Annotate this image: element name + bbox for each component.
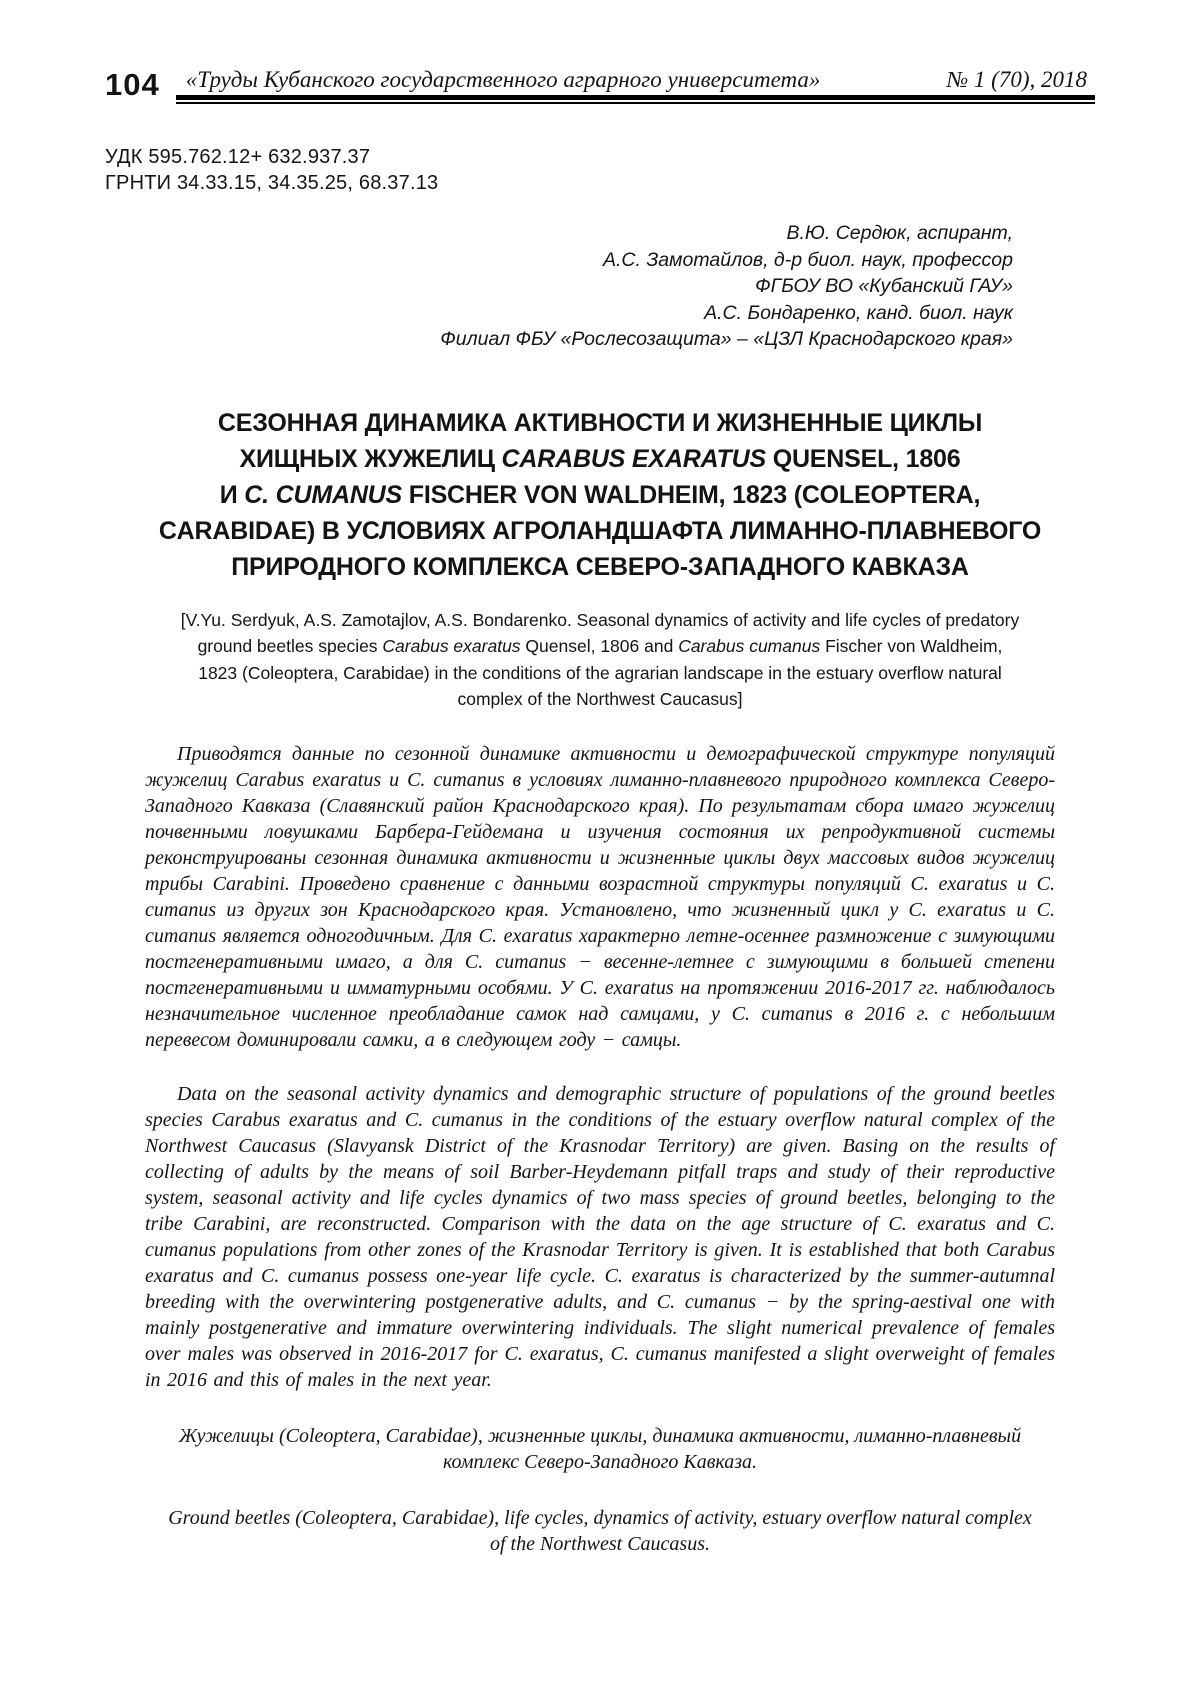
header-rule (176, 95, 1095, 104)
page-number: 104 (105, 67, 160, 102)
running-head-right (176, 66, 1095, 104)
udk-code: УДК 595.762.12+ 632.937.37 (105, 146, 371, 168)
article-title: СЕЗОННАЯ ДИНАМИКА АКТИВНОСТИ И ЖИЗНЕННЫЕ ЦИКЛЫ ХИЩНЫХ ЖУЖЕЛИЦ CARABUS EXARATUS QUENSEL, 1806 И C. CUMANUS FISCHER VON WALDHEIM, 1823 (COLEOPTERA, CARABIDAE) В УСЛОВИЯХ АГРОЛАНДШАФТА ЛИМАННО-ПЛАВНЕВОГО ПРИРОДНОГО КОМПЛЕКСА СЕВЕРО-ЗАПАДНОГО КАВКАЗА (158, 408, 1042, 581)
classification-codes (105, 144, 1095, 196)
grnti-code: ГРНТИ 34.33.15, 34.35.25, 68.37.13 (105, 172, 439, 194)
running-head (105, 66, 1095, 104)
authors-block: В.Ю. Сердюк, аспирант, А.С. Замотайлов, д-р биол. наук, профессор ФГБОУ ВО «Кубанский ГАУ» А.С. Бондаренко, канд. биол. наук Филиал ФБУ «Рослесозащита» – «ЦЗЛ Краснодарского края» (440, 222, 1013, 350)
running-head-line (176, 66, 1095, 95)
keywords-russian: Жужелицы (Coleoptera, Carabidae), жизненные циклы, динамика активности, лиманно-плавневый комплекс Северо-Западного Кавказа. (178, 1424, 1022, 1473)
journal-title: «Труды Кубанского государственного аграрного университета» (185, 67, 821, 92)
abstract-english: Data on the seasonal activity dynamics and demographic structure of populations of the ground beetles species Carabus exaratus and C. cumanus in the conditions of the estuary overflow natural complex of the Northwest Caucasus (Slavyansk District of the Krasnodar Territory) are given. Basing on the results of collecting of adults by the means of soil Barber-Heydemann pitfall traps and study of their reproductive system, seasonal activity and life cycles dynamics of two mass species of ground beetles, belonging to the tribe Carabini, are reconstructed. Comparison with the data on the age structure of C. exaratus and C. cumanus populations from other zones of the Krasnodar Territory is given. It is established that both Carabus exaratus and C. cumanus possess one-year life cycle. C. exaratus is characterized by the summer-autumnal breeding with the overwintering postgenerative adults, and C. cumanus − by the spring-aestival one with mainly postgenerative and immature overwintering individuals. The slight numerical prevalence of females over males was observed in 2016-2017 for C. exaratus, C. cumanus manifested a slight overweight of females in 2016 and this of males in the next year. (145, 1082, 1055, 1391)
issue-label: № 1 (70), 2018 (946, 67, 1087, 92)
abstract-russian: Приводятся данные по сезонной динамике активности и демографической структуре популяций жужелиц Carabus exaratus и C. cumanus в условиях лиманно-плавневого природного комплекса Северо-Западного Кавказа (Славянский район Краснодарского края). По результатам сбора имаго жужелиц почвенными ловушками Барбера-Гейдемана и изучения состояния их репродуктивной системы реконструированы сезонная динамика активности и жизненные циклы двух массовых видов жужелиц трибы Carabini. Проведено сравнение с данными возрастной структуры популяций C. exaratus и C. cumanus из других зон Краснодарского края. Установлено, что жизненный цикл у C. exaratus и C. cumanus является одногодичным. Для C. exaratus характерно летне-осеннее размножение с зимующими постгенеративными имаго, а для C. cumanus − весенне-летнее с зимующими в большей степени постгенеративными и имматурными особями. У C. exaratus на протяжении 2016-2017 гг. наблюдалось незначительное численное преобладание самок над самцами, у C. cumanus в 2016 г. с небольшим перевесом доминировали самки, а в следующем году − самцы. (145, 742, 1055, 1051)
keywords-english: Ground beetles (Coleoptera, Carabidae), life cycles, dynamics of activity, estuary overflow natural complex of the Northwest Caucasus. (168, 1506, 1032, 1555)
article-title-translation: [V.Yu. Serdyuk, A.S. Zamotajlov, A.S. Bondarenko. Seasonal dynamics of activity and life cycles of predatory ground beetles species Carabus exaratus Quensel, 1806 and Carabus cumanus Fischer von Waldheim, 1823 (Coleoptera, Carabidae) in the conditions of the agrarian landscape in the estuary overflow natural complex of the Northwest Caucasus] (180, 609, 1020, 709)
